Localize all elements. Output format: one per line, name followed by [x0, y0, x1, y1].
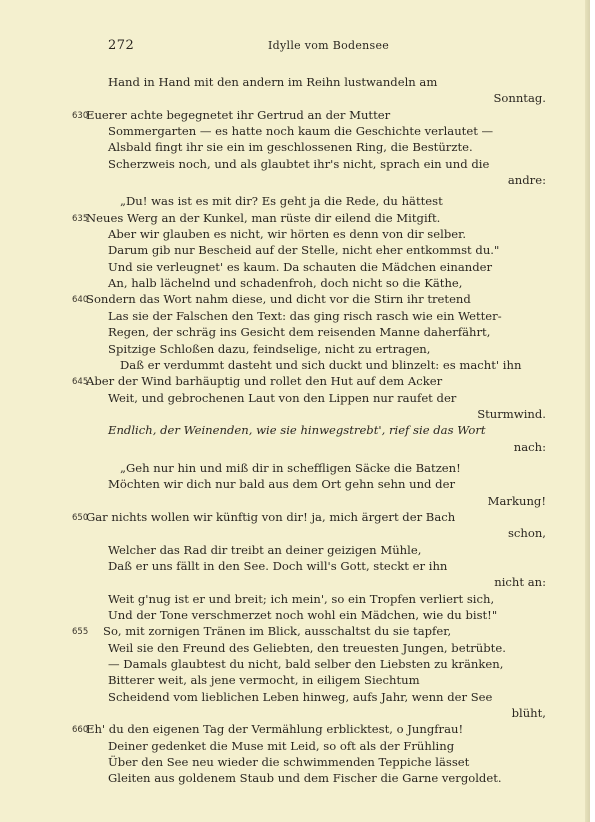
verse-line	[0, 210, 590, 226]
line-number: 650	[72, 512, 89, 523]
verse-line	[0, 406, 590, 422]
verse-line	[0, 738, 590, 754]
verse-text: andre:	[507, 173, 546, 188]
verse-text: Sommergarten — es hatte noch kaum die Geschichte verlautet —	[108, 124, 494, 139]
verse-line	[0, 770, 590, 786]
line-number: 660	[72, 725, 89, 736]
verse-line	[0, 123, 590, 139]
verse-line	[0, 493, 590, 509]
verse-line	[0, 542, 590, 558]
verse-text: Weit g'nug ist er und breit; ich mein', so ein Tropfen verliert sich,	[108, 591, 495, 606]
verse-line	[0, 275, 590, 291]
verse-line	[0, 308, 590, 324]
verse-text: Regen, der schräg ins Gesicht dem reisenden Manne daherfährt,	[108, 325, 491, 340]
verse-line	[0, 291, 590, 307]
verse-line	[0, 390, 590, 406]
poem-text	[0, 74, 590, 787]
verse-line	[0, 90, 590, 106]
line-number: 655	[72, 627, 89, 638]
verse-line	[0, 558, 590, 574]
verse-line	[0, 509, 590, 525]
verse-text: Scherzweis noch, und als glaubtet ihr's nicht, sprach ein und die	[108, 156, 490, 171]
verse-text: Welcher das Rad dir treibt an deiner geizigen Mühle,	[108, 542, 422, 557]
verse-text: schon,	[507, 526, 546, 541]
verse-line	[0, 107, 590, 123]
verse-text: Neues Werg an der Kunkel, man rüste dir eilend die Mitgift.	[86, 210, 441, 225]
verse-line	[0, 525, 590, 541]
verse-text: Markung!	[487, 493, 546, 508]
verse-text: nicht an:	[494, 575, 546, 590]
verse-text: Bitterer weit, als jene vermocht, in eiligem Siechtum	[108, 673, 420, 688]
page-edge	[585, 0, 590, 822]
verse-text: Und sie verleugnet' es kaum. Da schauten die Mädchen einander	[108, 259, 493, 274]
verse-line	[0, 623, 590, 639]
verse-text: Darum gib nur Bescheid auf der Stelle, nicht eher entkommst du."	[108, 243, 500, 258]
line-number: 645	[72, 377, 89, 388]
verse-text: Aber wir glauben es nicht, wir hörten es denn von dir selber.	[108, 227, 467, 242]
verse-text: Eh' du den eigenen Tag der Vermählung erblicktest, o Jungfrau!	[86, 722, 464, 737]
verse-text: Sturmwind.	[477, 406, 546, 421]
verse-line	[0, 672, 590, 688]
verse-text: Über den See neu wieder die schwimmenden Teppiche lässet	[108, 755, 470, 770]
verse-line	[0, 476, 590, 492]
verse-text: — Damals glaubtest du nicht, bald selber den Liebsten zu kränken,	[108, 657, 504, 672]
verse-text: Daß er uns fällt in den See. Doch will's Gott, steckt er ihn	[108, 558, 448, 573]
verse-text: Sondern das Wort nahm diese, und dicht vor die Stirn ihr tretend	[86, 292, 471, 307]
verse-text: So, mit zornigen Tränen im Blick, ausschaltst du sie tapfer,	[103, 624, 452, 639]
verse-text: Scheidend vom lieblichen Leben hinweg, aufs Jahr, wenn der See	[108, 689, 493, 704]
verse-line	[0, 422, 590, 438]
verse-line	[0, 607, 590, 623]
verse-line	[0, 193, 590, 209]
verse-text: Endlich, der Weinenden, wie sie hinwegstrebt', rief sie das Wort	[108, 423, 486, 438]
verse-text: Alsbald fingt ihr sie ein im geschlossenen Ring, die Bestürzte.	[108, 140, 473, 155]
verse-text: Deiner gedenket die Muse mit Leid, so oft als der Frühling	[108, 738, 455, 753]
verse-line	[0, 460, 590, 476]
page-header	[0, 38, 590, 56]
line-number: 640	[72, 295, 89, 306]
verse-text: „Geh nur hin und miß dir in scheffligen Säcke die Batzen!	[120, 460, 461, 475]
verse-text: blüht,	[511, 706, 546, 721]
verse-line	[0, 705, 590, 721]
verse-line	[0, 439, 590, 455]
verse-line	[0, 373, 590, 389]
verse-line	[0, 74, 590, 90]
verse-text: Sonntag.	[493, 91, 546, 106]
verse-text: Weil sie den Freund des Geliebten, den treuesten Jungen, betrübte.	[108, 640, 506, 655]
verse-text: Daß er verdummt dasteht und sich duckt und blinzelt: es macht' ihn	[120, 357, 522, 372]
verse-line	[0, 242, 590, 258]
verse-line	[0, 640, 590, 656]
verse-line	[0, 324, 590, 340]
verse-line	[0, 689, 590, 705]
verse-line	[0, 574, 590, 590]
verse-line	[0, 226, 590, 242]
running-title: Idylle vom Bodensee	[268, 39, 390, 52]
verse-line	[0, 341, 590, 357]
page-number: 272	[108, 38, 135, 53]
verse-line	[0, 139, 590, 155]
verse-text: Weit, und gebrochenen Laut von den Lippen nur raufet der	[108, 390, 457, 405]
verse-text: Möchten wir dich nur bald aus dem Ort gehn sehn und der	[108, 477, 455, 492]
verse-text: „Du! was ist es mit dir? Es geht ja die Rede, du hättest	[120, 194, 443, 209]
verse-line	[0, 591, 590, 607]
verse-text: Gar nichts wollen wir künftig von dir! ja, mich ärgert der Bach	[86, 509, 456, 524]
line-number: 630	[72, 110, 89, 121]
verse-line	[0, 172, 590, 188]
verse-line	[0, 754, 590, 770]
verse-line	[0, 357, 590, 373]
verse-line	[0, 259, 590, 275]
verse-text: Und der Tone verschmerzet noch wohl ein Mädchen, wie du bist!"	[108, 608, 498, 622]
verse-text: Las sie der Falschen den Text: das ging risch rasch wie ein Wetter-	[108, 308, 502, 323]
verse-text: Hand in Hand mit den andern im Reihn lustwandeln am	[108, 75, 438, 89]
verse-text: nach:	[513, 439, 546, 454]
verse-line	[0, 656, 590, 672]
verse-text: Euerer achte begegnetet ihr Gertrud an der Mutter	[86, 107, 391, 122]
verse-text: An, halb lächelnd und schadenfroh, doch nicht so die Käthe,	[108, 276, 463, 291]
verse-text: Gleiten aus goldenem Staub und dem Fischer die Garne vergoldet.	[108, 771, 502, 786]
verse-line	[0, 156, 590, 172]
verse-line	[0, 721, 590, 737]
verse-text: Aber der Wind barhäuptig und rollet den Hut auf dem Acker	[86, 374, 443, 389]
verse-text: Spitzige Schloßen dazu, feindselige, nicht zu ertragen,	[108, 341, 431, 356]
line-number: 635	[72, 213, 89, 224]
